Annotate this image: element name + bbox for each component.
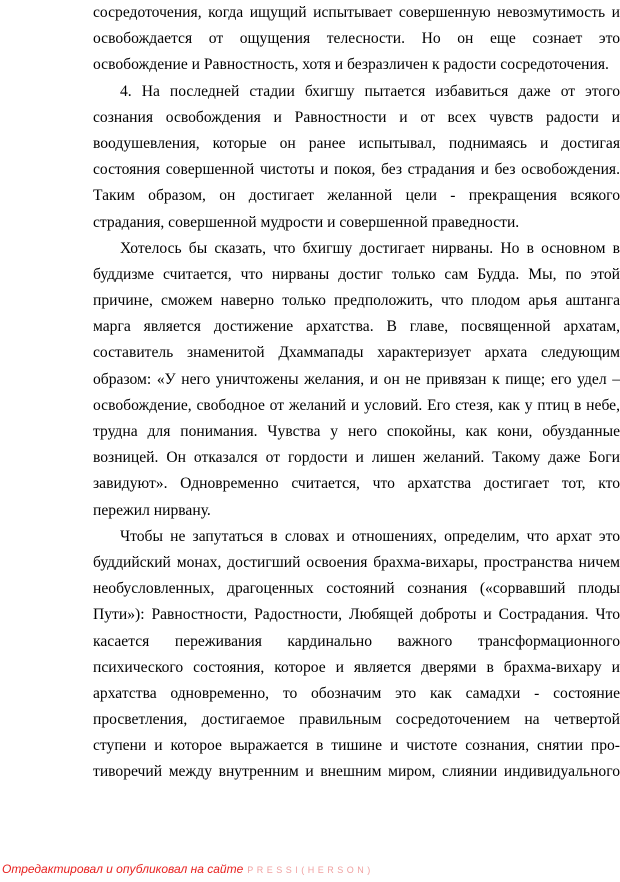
text-line: марга является достижение архатства. В главе, посвященной архатам, (93, 318, 620, 336)
text-line: архатства одновременно, то обозначим это как самадхи - состояние (93, 684, 620, 702)
text-line: необусловленных, драгоценных состояний сознания («сорвавший плоды (93, 580, 620, 598)
text-line: буддизме считается, что нирваны достиг только сам Будда. Мы, по этой (93, 265, 620, 283)
text-line: ступени и которое выражается в тишине и чистоте сознания, снятии про- (93, 737, 620, 755)
text-line: страдания, совершенной мудрости и совершенной праведности. (93, 213, 520, 231)
text-line: составитель знаменитой Дхаммапады характеризует архата следующим (93, 344, 620, 362)
paragraph (93, 0, 620, 79)
text-line: сосредоточения, когда ищущий испытывает совершенную невозмутимость и (93, 4, 620, 21)
text-line: психического состояния, которое и является дверями в брахма-вихару и (93, 658, 620, 676)
text-line: возницей. Он отказался от гордости и лишен желаний. Такому даже Боги (93, 449, 620, 467)
footer-site-name: PRESSI(HERSON) (247, 865, 374, 875)
text-line: воодушевления, которые он ранее испытывал, поднимаясь и достигая (93, 134, 620, 152)
text-line: пережил нирвану. (93, 501, 211, 519)
paragraph (93, 236, 620, 524)
footer-text: Отредактировал и опубликовал на сайте (2, 862, 244, 876)
text-line: причине, сможем наверно только предположить, что плодом арья аштанга (93, 292, 620, 310)
text-line: освобождается от ощущения телесности. Но он еще сознает это (93, 30, 620, 48)
text-line: буддийский монах, достигший освоения брахма-вихары, пространства ничем (93, 553, 620, 571)
document-body (93, 0, 620, 786)
text-line: освобождение и Равностность, хотя и безразличен к радости сосредоточения. (93, 56, 609, 74)
text-line: завидуют». Одновременно считается, что архатства достигает тот, кто (93, 475, 620, 493)
text-line: освобождение, свободное от желаний и условий. Его стезя, как у птиц в небе, (93, 396, 620, 414)
text-line: касается переживания кардинально важного трансформационного (93, 632, 620, 650)
publisher-footer (2, 862, 374, 876)
text-line: Чтобы не запутаться в словах и отношениях, определим, что архат это (120, 527, 620, 545)
text-line: Таким образом, он достигает желанной цели - прекращения всякого (93, 187, 620, 205)
text-line: 4. На последней стадии бхигшу пытается избавиться даже от этого (120, 82, 620, 100)
text-line: состояния совершенной чистоты и покоя, без страдания и без освобождения. (93, 161, 620, 179)
text-line: трудна для понимания. Чувства у него спокойны, как кони, обузданные (93, 423, 620, 440)
paragraph (93, 524, 620, 786)
text-line: Хотелось бы сказать, что бхигшу достигает нирваны. Но в основном в (120, 239, 620, 257)
paragraph (93, 79, 620, 236)
text-line: сознания освобождения и Равностности и от всех чувств радости и (93, 108, 620, 126)
text-line: Пути»): Равностности, Радостности, Любящей доброты и Сострадания. Что (93, 606, 620, 624)
text-line: просветления, достигаемое правильным сосредоточением на четвертой (93, 711, 620, 729)
text-line: тиворечий между внутренним и внешним миром, слиянии индивидуального (93, 763, 620, 781)
text-line: образом: «У него уничтожены желания, и он не привязан к пище; его удел – (93, 370, 620, 388)
